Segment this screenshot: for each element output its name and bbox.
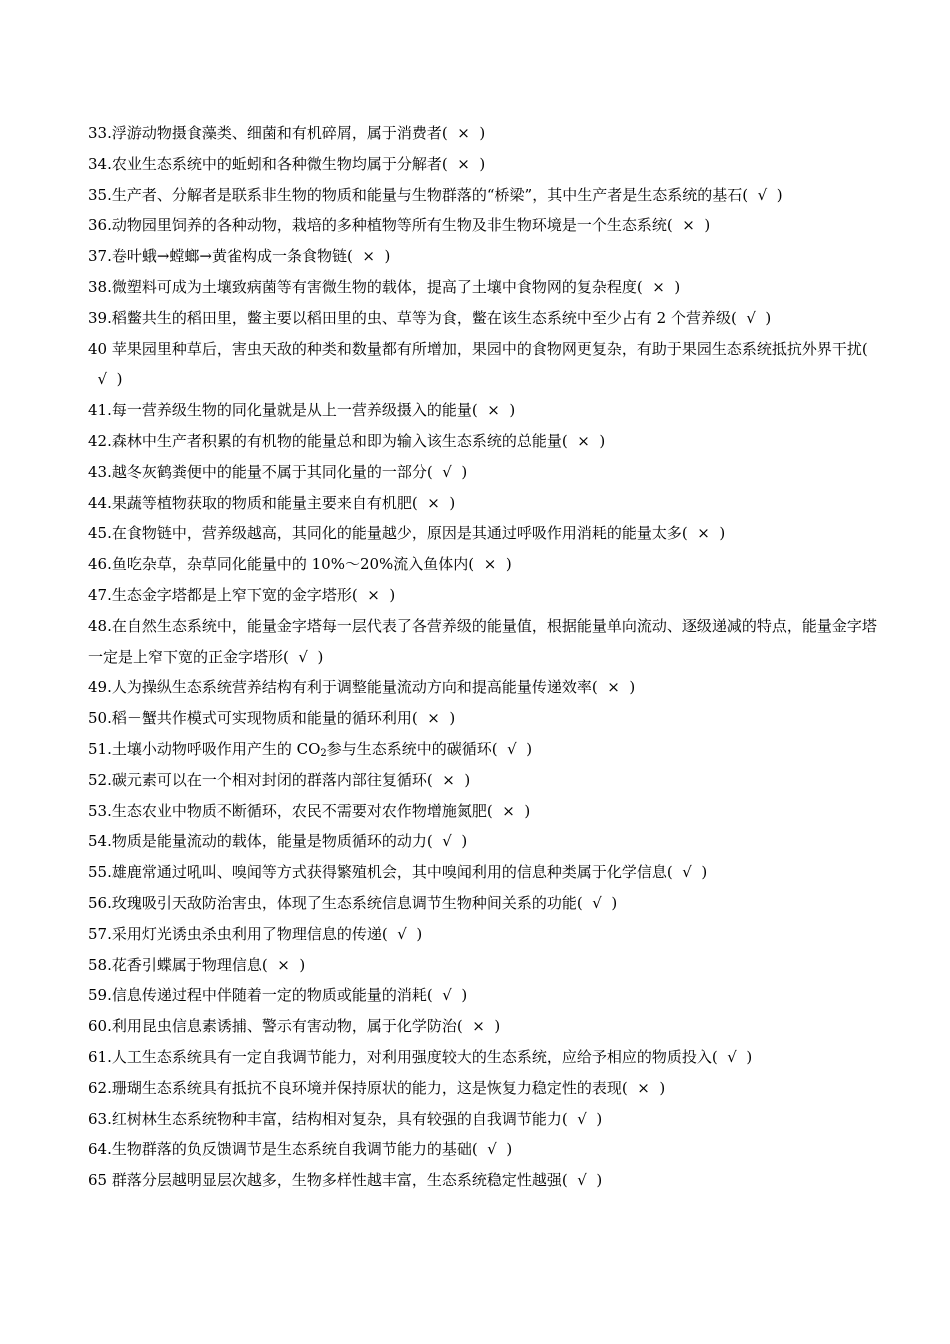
question-text: 60.利用昆虫信息素诱捕、警示有害动物，属于化学防治(: [88, 1017, 463, 1036]
question-text: 61.人工生态系统具有一定自我调节能力，对利用强度较大的生态系统，应给予相应的物质投入(: [88, 1047, 718, 1066]
answer-mark: × ): [492, 801, 531, 820]
question-text: 55.雄鹿常通过吼叫、嗅闻等方式获得繁殖机会，其中嗅闻利用的信息种类属于化学信息(: [88, 863, 673, 882]
question-item-39: [88, 303, 888, 334]
answer-mark: × ): [474, 555, 512, 574]
question-item-60: [88, 1011, 888, 1042]
question-text: 59.信息传递过程中伴随着一定的物质或能量的消耗(: [88, 986, 433, 1005]
question-text: 34.农业生态系统中的蚯蚓和各种微生物均属于分解者(: [88, 154, 448, 173]
question-text: 36.动物园里饲养的各种动物，栽培的多种植物等所有生物及非生物环境是一个生态系统(: [88, 216, 673, 235]
answer-mark: × ): [417, 709, 456, 728]
question-text: 39.稻鳖共生的稻田里，鳖主要以稻田里的虫、草等为食，鳖在该生态系统中至少占有 2 个营养级(: [88, 308, 737, 327]
question-text: 35.生产者、分解者是联系非生物的物质和能量与生物群落的“桥梁”，其中生产者是生态系统的基石(: [88, 185, 749, 204]
question-item-33: [88, 118, 888, 149]
answer-mark: √ ): [672, 863, 708, 882]
question-text: 47.生态金字塔都是上窄下宽的金字塔形(: [88, 585, 358, 604]
answer-mark: × ): [447, 154, 486, 173]
question-item-38: [88, 272, 888, 303]
question-item-59: [88, 980, 888, 1011]
subscript: 2: [320, 747, 327, 759]
answer-mark: × ): [447, 124, 486, 142]
answer-mark: × ): [432, 770, 471, 789]
question-item-64: [88, 1134, 888, 1165]
question-item-45: [88, 518, 888, 549]
answer-mark: × ): [267, 955, 306, 974]
question-text: 57.采用灯光诱虫杀虫利用了物理信息的传递(: [88, 924, 388, 943]
answer-mark: × ): [687, 524, 726, 543]
question-item-46: [88, 549, 888, 580]
answer-mark: √ ): [477, 1140, 513, 1159]
question-item-37: [88, 241, 888, 272]
question-item-42: [88, 426, 888, 457]
answer-mark: √ ): [717, 1047, 753, 1066]
question-item-47: [88, 580, 888, 611]
question-item-35: [88, 180, 888, 211]
question-text: 51.土壤小动物呼吸作用产生的 CO: [88, 739, 321, 758]
answer-mark: × ): [417, 493, 456, 512]
question-text: 37.卷叶蛾→螳螂→黄雀构成一条食物链(: [88, 247, 353, 266]
answer-mark: √ ): [387, 924, 423, 943]
question-item-36: [88, 210, 888, 241]
question-text: 62.珊瑚生态系统具有抵抗不良环境并保持原状的能力，这是恢复力稳定性的表现(: [88, 1078, 628, 1097]
question-item-41: [88, 395, 888, 426]
question-item-65: [88, 1165, 888, 1196]
question-item-43: [88, 457, 888, 488]
question-item-54: [88, 826, 888, 857]
answer-mark: √ ): [736, 308, 772, 327]
question-text: 64.生物群落的负反馈调节是生态系统自我调节能力的基础(: [88, 1140, 478, 1159]
answer-mark: √ ): [567, 1109, 603, 1128]
question-item-61: [88, 1042, 888, 1073]
question-text: 33.浮游动物摄食藻类、细菌和有机碎屑，属于消费者(: [88, 124, 448, 142]
answer-mark: × ): [352, 247, 391, 266]
question-text: 54.物质是能量流动的载体，能量是物质循环的动力(: [88, 832, 433, 851]
answer-mark: × ): [462, 1017, 501, 1036]
answer-mark: × ): [642, 277, 681, 296]
question-text: 38.微塑料可成为土壤致病菌等有害微生物的载体，提高了土壤中食物网的复杂程度(: [88, 277, 643, 296]
answer-mark: × ): [357, 585, 396, 604]
answer-mark: √ ): [582, 893, 618, 912]
question-item-62: [88, 1073, 888, 1104]
question-text: 65 群落分层越明显层次越多，生物多样性越丰富，生态系统稳定性越强(: [88, 1171, 568, 1190]
question-item-57: [88, 919, 888, 950]
question-text: 49.人为操纵生态系统营养结构有利于调整能量流动方向和提高能量传递效率(: [88, 678, 598, 697]
answer-mark: √ ): [288, 647, 324, 666]
question-item-50: [88, 703, 888, 734]
question-item-48: [88, 611, 888, 673]
question-list: [88, 118, 888, 1196]
question-item-51: [88, 734, 888, 765]
question-item-58: [88, 950, 888, 981]
answer-mark: √ ): [432, 462, 468, 481]
question-text: 58.花香引蝶属于物理信息(: [88, 955, 268, 974]
question-text: 63.红树林生态系统物种丰富，结构相对复杂，具有较强的自我调节能力(: [88, 1109, 568, 1128]
question-text-tail: 参与生态系统中的碳循环(: [326, 739, 498, 758]
question-text: 44.果蔬等植物获取的物质和能量主要来自有机肥(: [88, 493, 418, 512]
question-text: 45.在食物链中，营养级越高，其同化的能量越少，原因是其通过呼吸作用消耗的能量太多(: [88, 524, 688, 543]
question-text: 48.在自然生态系统中，能量金字塔每一层代表了各营养级的能量值，根据能量单向流动、逐级递减的特点，能量金字塔一定是上窄下宽的正金字塔形(: [88, 616, 877, 666]
question-text: 50.稻－蟹共作模式可实现物质和能量的循环利用(: [88, 709, 418, 728]
question-item-55: [88, 857, 888, 888]
answer-mark: × ): [627, 1078, 666, 1097]
question-text: 41.每一营养级生物的同化量就是从上一营养级摄入的能量(: [88, 401, 478, 420]
answer-mark: × ): [477, 401, 516, 420]
question-item-34: [88, 149, 888, 180]
question-text: 53.生态农业中物质不断循环，农民不需要对农作物增施氮肥(: [88, 801, 493, 820]
question-text: 40 苹果园里种草后，害虫天敌的种类和数量都有所增加，果园中的食物网更复杂，有助于果园生态系统抵抗外界干扰(: [88, 339, 868, 358]
answer-mark: √ ): [748, 185, 783, 204]
question-item-40: [88, 334, 888, 396]
answer-mark: √ ): [88, 370, 123, 389]
answer-mark: × ): [672, 216, 711, 235]
question-item-63: [88, 1104, 888, 1135]
question-item-56: [88, 888, 888, 919]
question-item-49: [88, 672, 888, 703]
answer-mark: √ ): [432, 986, 468, 1005]
question-text: 52.碳元素可以在一个相对封闭的群落内部往复循环(: [88, 770, 433, 789]
question-item-53: [88, 796, 888, 827]
answer-mark: × ): [567, 431, 606, 450]
question-text: 46.鱼吃杂草，杂草同化能量中的 10%～20%流入鱼体内(: [88, 555, 475, 574]
question-text: 43.越冬灰鹤粪便中的能量不属于其同化量的一部分(: [88, 462, 433, 481]
answer-mark: √ ): [567, 1171, 603, 1190]
answer-mark: √ ): [497, 739, 533, 758]
question-text: 56.玫瑰吸引天敌防治害虫，体现了生态系统信息调节生物种间关系的功能(: [88, 893, 583, 912]
answer-mark: × ): [597, 678, 636, 697]
answer-mark: √ ): [432, 832, 468, 851]
question-item-44: [88, 488, 888, 519]
question-text: 42.森林中生产者积累的有机物的能量总和即为输入该生态系统的总能量(: [88, 431, 568, 450]
question-item-52: [88, 765, 888, 796]
